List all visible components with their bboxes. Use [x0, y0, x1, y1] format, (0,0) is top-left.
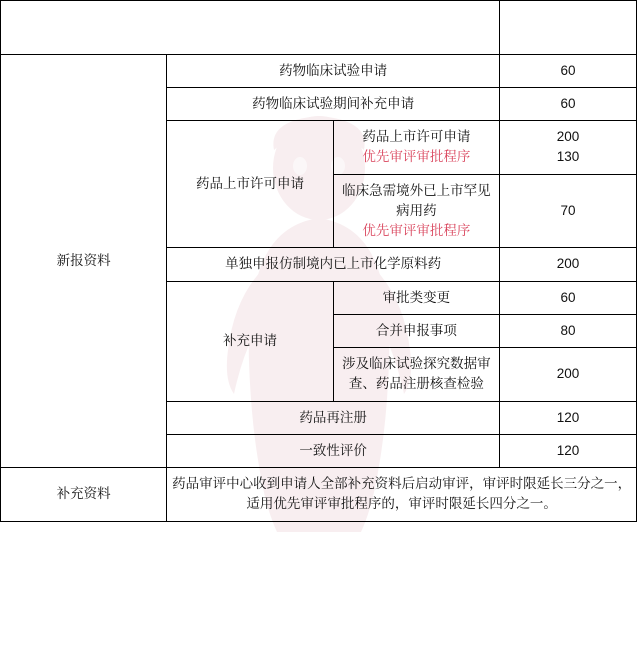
- application-type-line2-priority: 优先审评审批程序: [362, 149, 471, 165]
- table-row: [1, 54, 637, 87]
- days-clinical-trial-supplement: 60: [500, 87, 637, 120]
- subgroup-supplementary-application: 补充申请: [167, 281, 333, 401]
- application-type-trial-data-review: 涉及临床试验探究数据审查、药品注册核查检验: [333, 348, 499, 402]
- table-header-row: [1, 1, 637, 55]
- application-type-clinical-trial-supplement: 药物临床试验期间补充申请: [167, 87, 500, 120]
- application-type-consistency-evaluation: 一致性评价: [167, 434, 500, 467]
- application-type-line1: 药品上市许可申请: [362, 129, 471, 144]
- days-merged-items: 80: [500, 314, 637, 347]
- subgroup-marketing-authorization: 药品上市许可申请: [167, 121, 333, 248]
- days-marketing-authorization: [500, 121, 637, 175]
- header-review-limit: 药品注册审评时限（日）: [500, 1, 637, 55]
- days-line2: 130: [556, 149, 580, 165]
- table-head: [1, 1, 637, 55]
- application-type-re-registration: 药品再注册: [167, 401, 500, 434]
- application-type-rare-disease-drug: [333, 174, 499, 248]
- group-label-supplementary-materials: 补充资料: [1, 468, 167, 522]
- application-type-api-generic: 单独申报仿制境内已上市化学原料药: [167, 248, 500, 281]
- days-trial-data-review: 200: [500, 348, 637, 402]
- days-line1: 200: [556, 129, 580, 144]
- application-type-line2-priority: 优先审评审批程序: [362, 223, 471, 238]
- days-consistency-evaluation: 120: [500, 434, 637, 467]
- days-api-generic: 200: [500, 248, 637, 281]
- days-approval-change: 60: [500, 281, 637, 314]
- application-type-line1: 临床急需境外已上市罕见病用药: [342, 182, 491, 218]
- days-re-registration: 120: [500, 401, 637, 434]
- header-application-type: 申请类型: [1, 1, 500, 55]
- table-footer-row: [1, 468, 637, 522]
- application-type-marketing-authorization: [333, 121, 499, 175]
- days-clinical-trial: 60: [500, 54, 637, 87]
- application-type-clinical-trial: 药物临床试验申请: [167, 54, 500, 87]
- footer-note-text: 药品审评中心收到申请人全部补充资料后启动审评，审评时限延长三分之一，适用优先审评审批程序的，审评时限延长四分之一。: [167, 468, 637, 522]
- table-body: [1, 54, 637, 521]
- group-label-new-submission: 新报资料: [1, 54, 167, 468]
- application-type-merged-items: 合并申报事项: [333, 314, 499, 347]
- days-rare-disease-drug: 70: [500, 174, 637, 248]
- application-type-approval-change: 审批类变更: [333, 281, 499, 314]
